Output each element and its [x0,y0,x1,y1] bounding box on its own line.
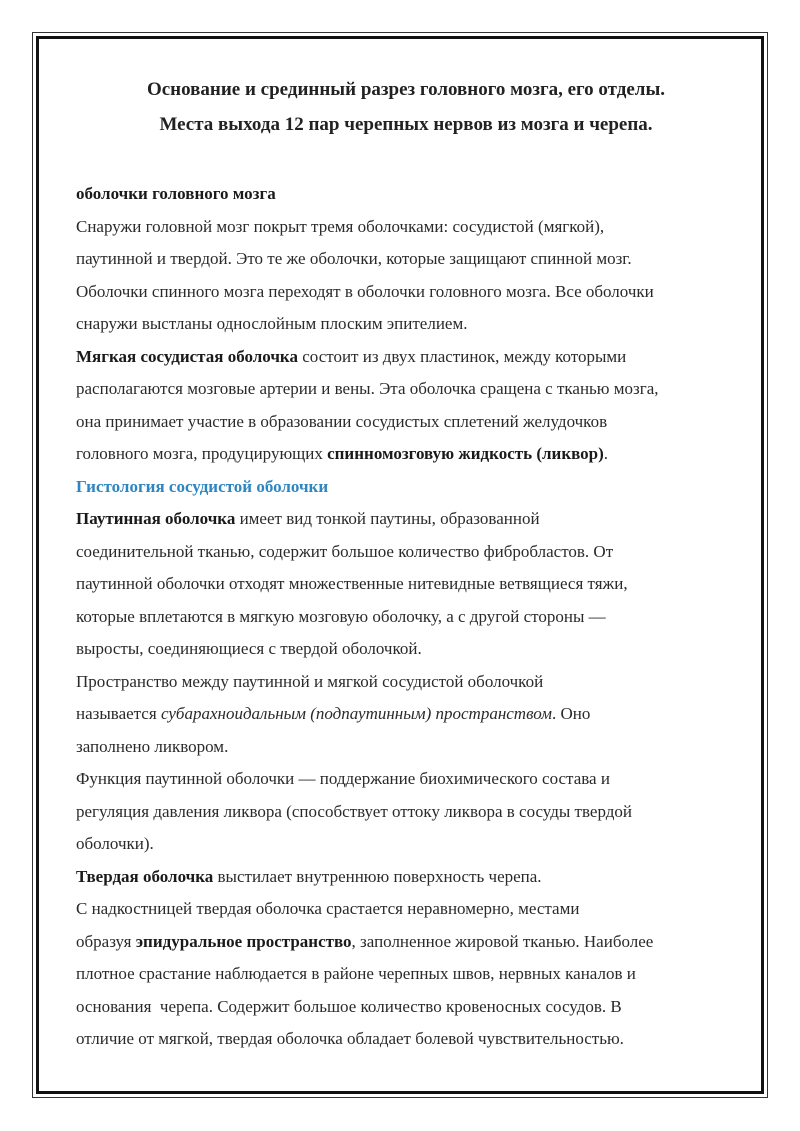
text-line: состоит из двух пластинок, между которыми [297,346,627,366]
text-line: выросты, соединяющиеся с твердой оболочкой. [76,639,422,658]
text-line: Снаружи головной мозг покрыт тремя оболочками: сосудистой (мягкой), [76,216,605,236]
term-subarachnoid: субарахноидальным (подпаутинным) пространством [160,704,552,723]
link-paragraph [76,471,736,504]
paragraph-periosteum [76,893,736,1056]
text-line: плотное срастание наблюдается в районе черепных швов, нервных каналов и [76,964,636,983]
text-line: головного мозга, продуцирующих [76,444,328,463]
document-body [76,178,736,1056]
histology-link[interactable]: Гистология сосудистой оболочки [76,476,329,496]
text-line: выстилает внутреннюю поверхность черепа. [213,866,542,886]
paragraph-intro [76,211,736,341]
text-line: которые вплетаются в мягкую мозговую оболочку, а с другой стороны — [76,606,606,626]
text-line: паутинной и твердой. Это те же оболочки, которые защищают спинной мозг. [76,249,632,268]
text-line: заполнено ликвором. [76,736,229,756]
title-line-2: Места выхода 12 пар черепных нервов из мозга и черепа. [159,114,653,135]
paragraph-pia-mater [76,341,736,471]
paragraph-subarachnoid [76,666,736,764]
term-epidural: эпидуральное пространство [135,931,352,951]
text-line: регуляция давления ликвора (способствует оттоку ликвора в сосуды твердой [76,801,632,821]
text-line: Функция паутинной оболочки — поддержание биохимического состава и [76,769,610,788]
text-line: С надкостницей твердая оболочка срастается неравномерно, местами [76,899,580,918]
paragraph-dura-mater [76,861,736,894]
text-line: . [603,444,609,463]
term-csf: спинномозговую жидкость (ликвор) [327,444,604,463]
term-pia-mater: Мягкая сосудистая оболочка [76,346,298,366]
document-content [76,72,736,1056]
text-line: она принимает участие в образовании сосудистых сплетений желудочков [76,411,608,431]
text-line: снаружи выстланы однослойным плоским эпителием. [76,314,468,333]
text-line: имеет вид тонкой паутины, образованной [235,509,540,528]
term-arachnoid: Паутинная оболочка [76,509,236,528]
document-title [76,72,736,142]
title-line-1: Основание и срединный разрез головного мозга, его отделы. [146,79,666,100]
paragraph-arachnoid [76,503,736,666]
text-line: соединительной тканью, содержит большое количество фибробластов. От [76,541,614,561]
text-line: Оболочки спинного мозга переходят в оболочки головного мозга. Все оболочки [76,281,654,301]
text-line: Пространство между паутинной и мягкой сосудистой оболочкой [76,671,544,691]
text-line: располагаются мозговые артерии и вены. Эта оболочка сращена с тканью мозга, [76,379,659,398]
text-line: образуя [76,931,136,951]
paragraph-arachnoid-function [76,763,736,861]
text-line: отличие от мягкой, твердая оболочка обладает болевой чувствительностью. [76,1029,624,1048]
text-line: основания черепа. Содержит большое количество кровеносных сосудов. В [76,996,622,1016]
section-heading: оболочки головного мозга [76,184,276,203]
text-line: . Оно [551,704,591,723]
term-dura-mater: Твердая оболочка [76,866,214,886]
text-line: оболочки). [76,834,154,853]
text-line: называется [76,704,161,723]
text-line: паутинной оболочки отходят множественные нитевидные ветвящиеся тяжи, [76,574,628,593]
text-line: , заполненное жировой тканью. Наиболее [351,931,654,951]
